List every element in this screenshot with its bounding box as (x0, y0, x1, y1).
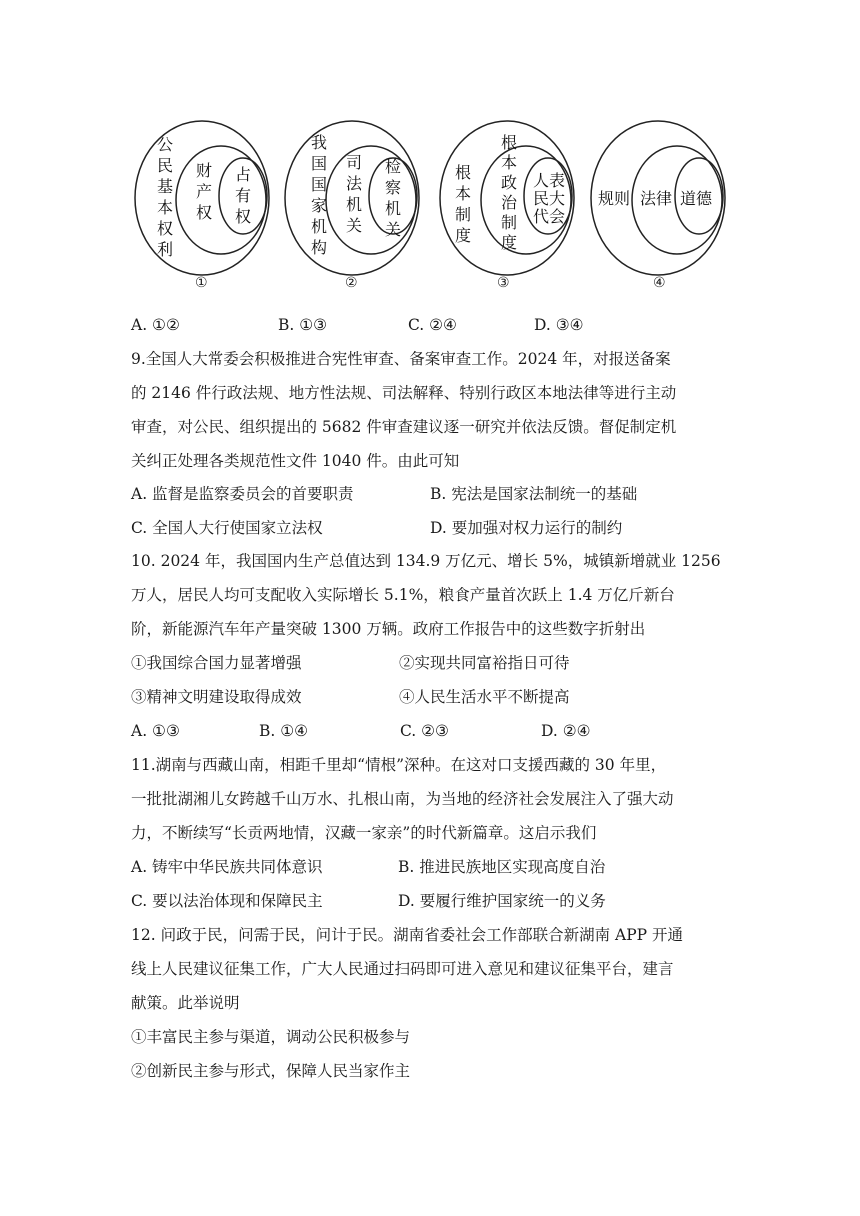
q9-option-a[interactable]: A. 监督是监察委员会的首要职责 (131, 485, 354, 503)
q10-stem-line-2: 万人，居民人均可支配收入实际增长 5.1%，粮食产量首次跃上 1.4 万亿斤新台 (131, 586, 675, 604)
q12-statement-1: ①丰富民主参与渠道，调动公民积极参与 (131, 1028, 411, 1046)
q11-option-d[interactable]: D. 要履行维护国家统一的义务 (398, 892, 606, 910)
diagram-4-inner-label: 道德 (680, 189, 713, 208)
diagram-3-middle-char: 本 (500, 153, 518, 172)
q10-option-d[interactable]: D. ②④ (541, 722, 591, 740)
q11-option-b[interactable]: B. 推进民族地区实现高度自治 (398, 858, 606, 876)
diagram-2-inner-char: 关 (384, 220, 402, 239)
venn-diagram-1 (132, 114, 272, 293)
diagram-2-outer-char: 家 (310, 196, 328, 215)
diagram-3-middle-char: 度 (500, 233, 518, 252)
diagram-3-outer-char: 度 (454, 226, 472, 245)
venn-diagram-4 (588, 114, 728, 293)
diagram-1-middle-char: 财 (195, 161, 213, 180)
diagram-3-inner-char: 大 (548, 189, 566, 208)
diagram-1-outer-char: 本 (156, 198, 174, 217)
q12-stem-line-3: 献策。此举说明 (131, 994, 240, 1012)
q9-option-d[interactable]: D. 要加强对权力运行的制约 (430, 519, 623, 537)
diagram-3-outer-char: 制 (454, 205, 472, 224)
q9-option-b[interactable]: B. 宪法是国家法制统一的基础 (430, 485, 638, 503)
diagram-1-number: ① (195, 275, 208, 291)
diagram-2-middle-char: 法 (345, 174, 363, 193)
q12-statement-2: ②创新民主参与形式，保障人民当家作主 (131, 1062, 411, 1080)
q11-stem-line-3: 力，不断续写“长贡两地情，汉藏一家亲”的时代新篇章。这启示我们 (131, 824, 597, 842)
diagram-1-inner-char: 占 (234, 165, 252, 184)
diagram-2-outer-char: 我 (310, 133, 328, 152)
q9-stem-line-3: 审查，对公民、组织提出的 5682 件审查建议逐一研究并依法反馈。督促制定机 (131, 418, 677, 436)
diagram-2-middle-char: 关 (345, 216, 363, 235)
q9-option-c[interactable]: C. 全国人大行使国家立法权 (131, 519, 323, 537)
q10-statement-2: ②实现共同富裕指日可待 (399, 654, 570, 672)
q9-stem-line-4: 关纠正处理各类规范性文件 1040 件。由此可知 (131, 452, 460, 470)
diagram-4-number: ④ (653, 275, 666, 291)
q10-statement-4: ④人民生活水平不断提高 (399, 688, 570, 706)
diagram-3-outer-char: 根 (454, 163, 472, 182)
diagram-3-middle-char: 治 (500, 193, 518, 212)
q9-stem-line-1: 9.全国人大常委会积极推进合宪性审查、备案审查工作。2024 年，对报送备案 (131, 350, 671, 368)
diagram-2-outer-char: 国 (310, 175, 328, 194)
q10-stem-line-3: 阶，新能源汽车年产量突破 1300 万辆。政府工作报告中的这些数字折射出 (131, 620, 646, 638)
diagram-2-outer-char: 机 (310, 217, 328, 236)
diagram-1-outer-char: 利 (156, 240, 174, 259)
q8-option-d[interactable]: D. ③④ (534, 316, 584, 334)
venn-diagram-3 (437, 114, 577, 293)
diagram-4-middle-label: 法律 (640, 189, 673, 208)
q10-option-c[interactable]: C. ②③ (400, 722, 449, 740)
q11-stem-line-1: 11.湖南与西藏山南，相距千里却“情根”深种。在这对口支援西藏的 30 年里， (131, 756, 667, 774)
diagram-2-inner-char: 检 (384, 157, 402, 176)
diagram-1-outer-char: 权 (156, 219, 174, 238)
diagram-3-inner-char: 民 (532, 189, 550, 208)
diagram-3-inner-char: 人 (532, 171, 550, 190)
q10-option-a[interactable]: A. ①③ (131, 722, 180, 740)
q8-option-c[interactable]: C. ②④ (408, 316, 457, 334)
q11-stem-line-2: 一批批湖湘儿女跨越千山万水、扎根山南，为当地的经济社会发展注入了强大动 (131, 790, 674, 808)
diagram-2-middle-char: 司 (345, 153, 363, 172)
q12-stem-line-2: 线上人民建议征集工作，广大人民通过扫码即可进入意见和建议征集平台，建言 (131, 960, 674, 978)
q9-stem-line-2: 的 2146 件行政法规、地方性法规、司法解释、特别行政区本地法律等进行主动 (131, 384, 677, 402)
diagram-2-outer-char: 国 (310, 154, 328, 173)
diagram-3-inner-char: 会 (548, 207, 566, 226)
diagram-3-inner-char: 表 (548, 171, 566, 190)
diagram-3-middle-char: 政 (500, 173, 518, 192)
diagram-1-inner-char: 权 (234, 207, 252, 226)
q12-stem-line-1: 12. 问政于民，问需于民，问计于民。湖南省委社会工作部联合新湖南 APP 开通 (131, 926, 683, 944)
diagram-3-number: ③ (497, 275, 510, 291)
diagram-2-middle-char: 机 (345, 195, 363, 214)
diagram-2-outer-char: 构 (310, 238, 328, 257)
diagram-3-middle-char: 根 (500, 133, 518, 152)
q8-option-a[interactable]: A. ①② (131, 316, 180, 334)
diagram-2-inner-char: 察 (384, 178, 402, 197)
q11-option-c[interactable]: C. 要以法治体现和保障民主 (131, 892, 323, 910)
q10-statement-3: ③精神文明建设取得成效 (131, 688, 302, 706)
diagram-2-number: ② (345, 275, 358, 291)
q10-statement-1: ①我国综合国力显著增强 (131, 654, 302, 672)
q8-option-b[interactable]: B. ①③ (278, 316, 328, 334)
diagram-3-outer-char: 本 (454, 184, 472, 203)
diagram-1-outer-char: 公 (156, 135, 174, 154)
diagram-1-outer-char: 基 (156, 177, 174, 196)
diagram-3-inner-char: 代 (532, 207, 550, 226)
venn-diagram-2 (282, 114, 422, 293)
diagram-1-inner-char: 有 (234, 186, 252, 205)
diagram-1-outer-char: 民 (156, 156, 174, 175)
q10-option-b[interactable]: B. ①④ (259, 722, 309, 740)
q11-option-a[interactable]: A. 铸牢中华民族共同体意识 (131, 858, 323, 876)
q10-stem-line-1: 10. 2024 年，我国国内生产总值达到 134.9 万亿元、增长 5%，城镇新增就业 1256 (131, 552, 721, 570)
diagram-2-inner-char: 机 (384, 199, 402, 218)
diagram-3-middle-char: 制 (500, 213, 518, 232)
diagram-1-middle-char: 产 (195, 182, 213, 201)
diagram-1-middle-char: 权 (195, 203, 213, 222)
diagram-4-outer-label: 规则 (598, 189, 631, 208)
